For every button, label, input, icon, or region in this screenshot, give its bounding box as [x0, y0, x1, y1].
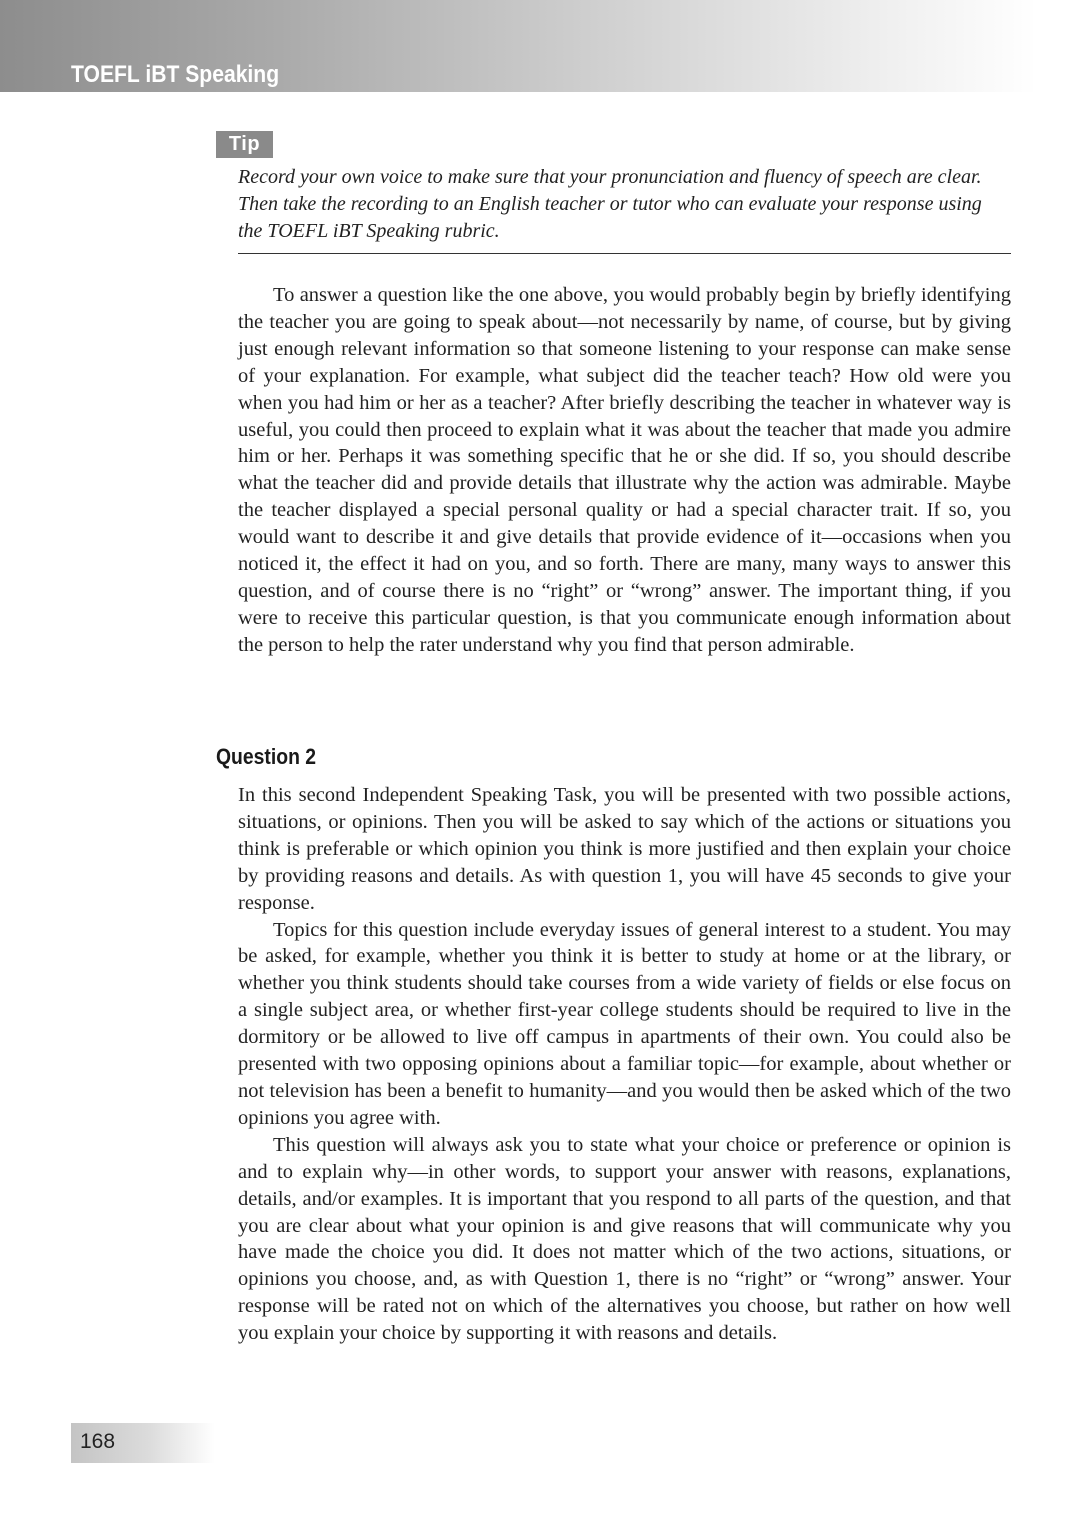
question-2-text-block	[238, 782, 1011, 1347]
tip-text: Record your own voice to make sure that your pronunciation and fluency of speech are clear. Then take the recording to an English teacher or tutor who can evaluate your response using the TOEFL iBT Speaking rubric.	[238, 166, 982, 242]
running-header-title: TOEFL iBT Speaking	[71, 61, 280, 88]
tip-divider-rule	[238, 253, 1011, 254]
intro-paragraph: To answer a question like the one above, you would probably begin by briefly identifying the teacher you are going to speak about—not necessarily by name, of course, but by giving just enough relevant information so that someone listening to your response can make sense of your explanation. For example, what subject did the teacher teach? How old were you when you had him or her as a teacher? After briefly describing the teacher in whatever way is useful, you could then proceed to explain what it was about the teacher that made you admire him or her. Perhaps it was something specific that he or she did. If so, you should describe what the teacher did and provide details that illustrate why the action was admirable. Maybe the teacher displayed a special personal quality or had a special character trait. If so, you would want to describe it and give details that provide evidence of it—occasions when you noticed it, the effect it had on you, and so forth. There are many, many ways to answer this question, and of course there is no “right” or “wrong” answer. The important thing, if you were to receive this particular question, is that you communicate enough information about the person to help the rater understand why you find that person admirable.	[238, 284, 1011, 656]
question-2-paragraph-3: This question will always ask you to state what your choice or preference or opinion is and to explain why—in other words, to support your answer with reasons, explanations, details, and/or examples. It is important that you respond to all parts of the question, and that you are clear about what your opinion is and give reasons that will communicate why you have made the choice you did. It does not matter which of the two actions, situations, or opinions you choose, and, as with Question 1, there is no “right” or “wrong” answer. Your response will be rated not on which of the alternatives you choose, but rather on how well you explain your choice by supporting it with reasons and details.	[238, 1133, 1011, 1345]
question-2-paragraph-2: Topics for this question include everyday issues of general interest to a student. You may be asked, for example, whether you think it is better to study at home or at the library, or whether you think students should take courses from a wide variety of fields or else focus on a single subject area, or whether first-year college students should be required to live in the dormitory or be allowed to live off campus in apartments of their own. You could also be presented with two opposing opinions about a familiar topic—for example, about whether or not television has been a benefit to humanity—and you would then be asked which of the two opinions you agree with.	[238, 918, 1011, 1129]
question-2-paragraph-1: In this second Independent Speaking Task, you will be presented with two possible actions, situations, or opinions. Then you will be asked to say which of the actions or situations you think is preferable or which opinion you think is more justified and then explain your choice by providing reasons and details. As with question 1, you will have 45 seconds to give your response.	[238, 784, 1011, 914]
intro-text-block	[238, 282, 1011, 659]
tip-label-badge: Tip	[216, 131, 273, 158]
question-2-heading: Question 2	[216, 744, 317, 769]
page-number: 168	[80, 1430, 116, 1453]
